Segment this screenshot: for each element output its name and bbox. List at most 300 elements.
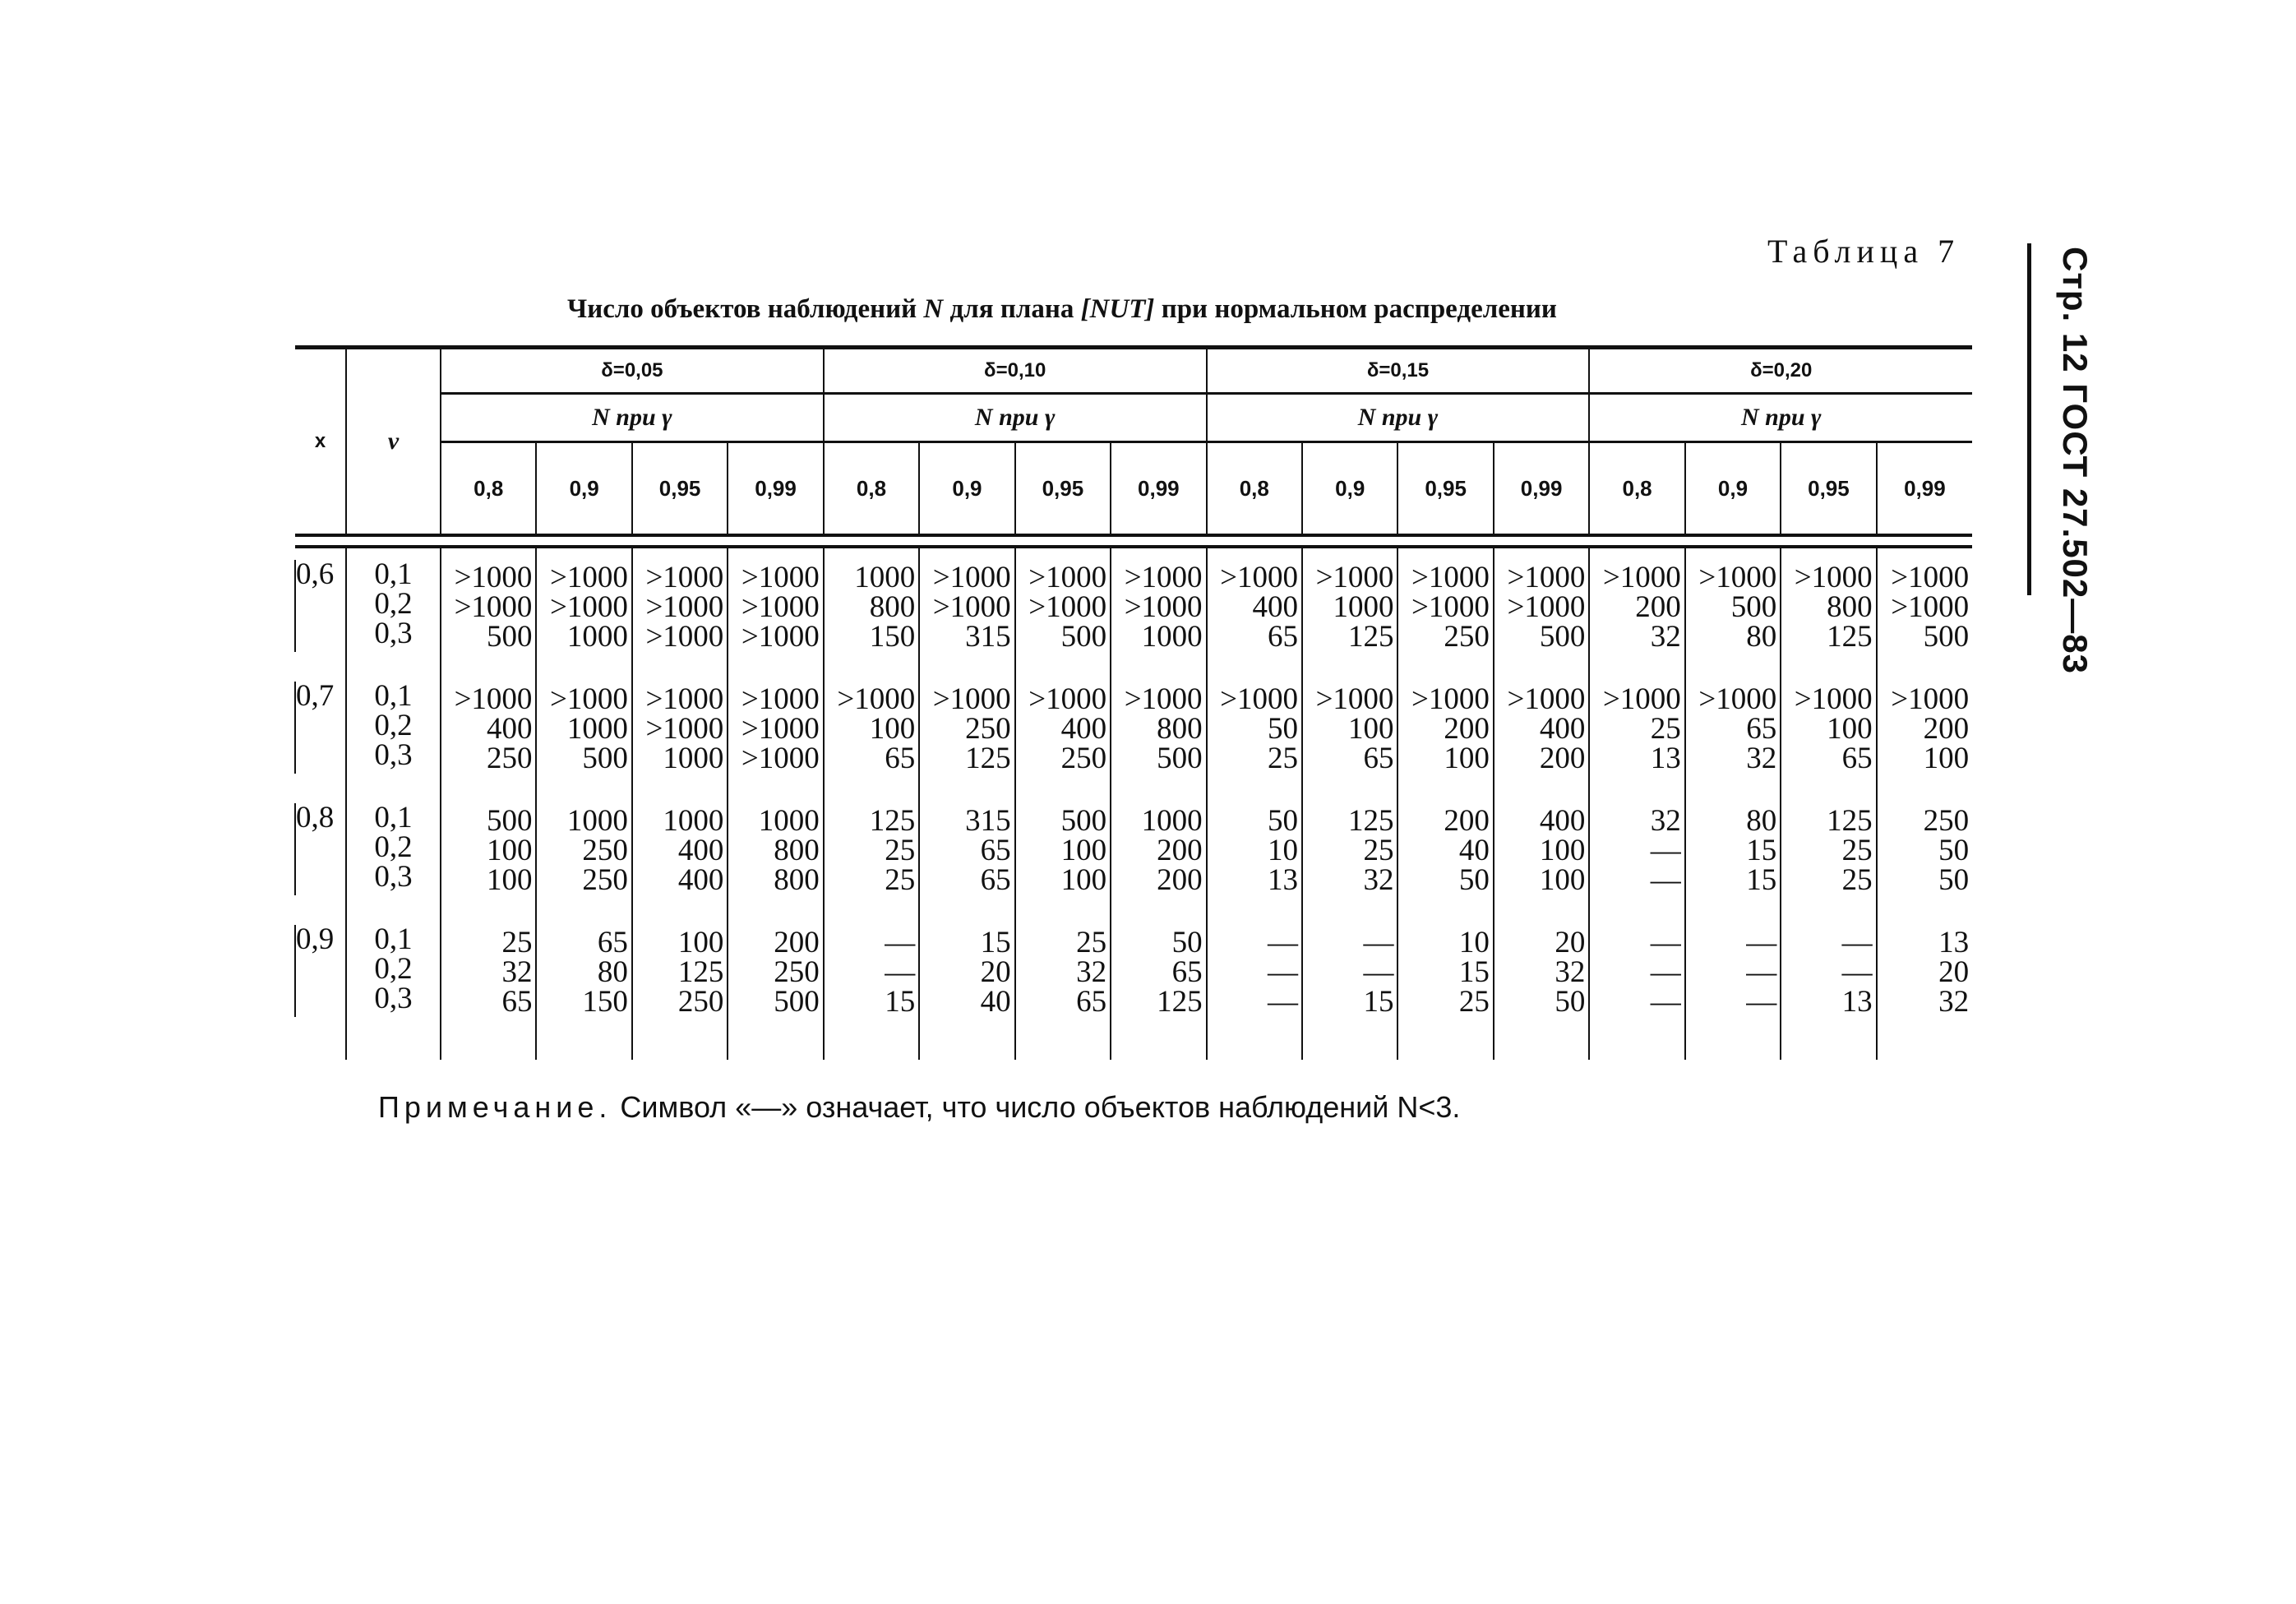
cell-value: —	[1650, 926, 1681, 959]
cell-value: 25	[1650, 712, 1681, 746]
cell-values	[1111, 682, 1206, 774]
cell-value: 125	[1157, 985, 1203, 1019]
cell-value: 125	[1347, 804, 1394, 838]
cell-value: >1000	[645, 561, 724, 594]
cell-value: 250	[965, 712, 1011, 746]
cell-values	[919, 560, 1014, 652]
cell-value: 500	[1157, 742, 1203, 775]
cell-value: 400	[486, 712, 533, 746]
cell-value: >1000	[454, 682, 533, 716]
cell-value: 65	[1746, 712, 1777, 746]
table-row	[295, 682, 1972, 774]
cell-value: 25	[885, 863, 916, 897]
cell-value: 15	[1746, 863, 1777, 897]
cell-value: 100	[1444, 742, 1490, 775]
header-gamma: 0,99	[1494, 442, 1589, 536]
running-header: Стр. 12 ГОСТ 27.502—83	[2056, 247, 2095, 674]
cell-value: 800	[869, 590, 916, 624]
header-gamma: 0,8	[1207, 442, 1302, 536]
header-delta: δ=0,15	[1207, 348, 1590, 394]
cell-value: —	[1650, 955, 1681, 989]
cell-value: —	[1268, 926, 1298, 959]
cell-value: >1000	[645, 682, 724, 716]
cell-values	[728, 560, 823, 652]
cell-value: >1000	[454, 561, 533, 594]
cell-value: —	[1650, 834, 1681, 867]
header-gamma: 0,99	[728, 442, 823, 536]
cell-value: 65	[885, 742, 916, 775]
cell-values	[1015, 682, 1111, 774]
cell-values	[1397, 803, 1493, 895]
cell-value: 1000	[663, 742, 724, 775]
cell-values	[1589, 682, 1684, 774]
cell-value: 1000	[663, 804, 724, 838]
cell-value: 400	[677, 834, 724, 867]
cell-value: 200	[1444, 712, 1490, 746]
cell-values	[1302, 560, 1397, 652]
cell-value: >1000	[1028, 561, 1107, 594]
cell-value: 800	[1827, 590, 1873, 624]
cell-values	[1111, 560, 1206, 652]
cell-value: 10	[1458, 926, 1490, 959]
cell-value: —	[1268, 985, 1298, 1019]
cell-values	[1781, 803, 1876, 895]
cell-value: —	[1746, 985, 1777, 1019]
cell-v-value: 0,3	[374, 860, 413, 894]
cell-value: 32	[501, 955, 533, 989]
cell-value: >1000	[645, 712, 724, 746]
cell-value: 25	[1076, 926, 1107, 959]
cell-values	[824, 560, 919, 652]
cell-value: >1000	[1507, 682, 1586, 716]
cell-value: >1000	[1794, 682, 1873, 716]
header-gamma: 0,8	[441, 442, 536, 536]
header-row-gamma	[295, 442, 1972, 536]
cell-value: 50	[1938, 863, 1970, 897]
cell-value: 65	[1268, 620, 1298, 654]
cell-value: 500	[1923, 620, 1970, 654]
cell-value: 400	[1060, 712, 1107, 746]
cell-value: 65	[1363, 742, 1394, 775]
cell-value: >1000	[1891, 590, 1970, 624]
cell-v-value: 0,1	[374, 922, 413, 956]
cell-value: 32	[1076, 955, 1107, 989]
cell-values	[919, 925, 1014, 1017]
cell-value: 80	[597, 955, 628, 989]
cell-value: >1000	[1315, 561, 1394, 594]
cell-x: 0,7	[295, 682, 346, 774]
caption-part: для плана	[943, 294, 1081, 324]
cell-values	[1207, 803, 1302, 895]
header-row-delta	[295, 348, 1972, 394]
cell-value: 1000	[1141, 804, 1203, 838]
cell-value: 800	[774, 834, 820, 867]
cell-value: >1000	[454, 590, 533, 624]
cell-value: 125	[965, 742, 1011, 775]
table-group	[295, 557, 1972, 654]
cell-values	[441, 560, 536, 652]
cell-x: 0,8	[295, 803, 346, 895]
cell-values	[632, 925, 728, 1017]
group-gap	[295, 895, 1972, 925]
cell-value: 1000	[566, 620, 628, 654]
cell-value: 100	[1060, 834, 1107, 867]
header-gamma: 0,95	[1781, 442, 1876, 536]
cell-values	[1589, 803, 1684, 895]
cell-v-value: 0,2	[374, 587, 413, 621]
header-n-at-gamma: N при γ	[824, 394, 1207, 442]
cell-value: 400	[1539, 712, 1586, 746]
cell-value: 20	[980, 955, 1011, 989]
cell-value: >1000	[741, 682, 820, 716]
cell-value: 100	[1539, 863, 1586, 897]
cell-value: 50	[1171, 926, 1203, 959]
cell-value: 315	[965, 804, 1011, 838]
cell-values	[1685, 560, 1781, 652]
cell-values	[441, 803, 536, 895]
cell-value: >1000	[932, 682, 1011, 716]
cell-value: >1000	[932, 590, 1011, 624]
cell-values	[1877, 682, 1972, 774]
header-n-at-gamma: N при γ	[441, 394, 824, 442]
cell-value: 25	[1841, 834, 1873, 867]
group-gap	[295, 774, 1972, 803]
cell-value: 100	[1060, 863, 1107, 897]
cell-value: 100	[1347, 712, 1394, 746]
cell-value: 32	[1363, 863, 1394, 897]
cell-value: —	[1363, 955, 1394, 989]
cell-value: 25	[1268, 742, 1298, 775]
cell-value: 250	[582, 834, 628, 867]
cell-values	[1781, 925, 1876, 1017]
header-gamma: 0,95	[1015, 442, 1111, 536]
cell-value: 250	[1923, 804, 1970, 838]
cell-value: 32	[1938, 985, 1970, 1019]
cell-values	[1397, 682, 1493, 774]
header-row-np	[295, 394, 1972, 442]
cell-value: 400	[1539, 804, 1586, 838]
cell-value: >1000	[1411, 561, 1490, 594]
cell-value: 400	[1252, 590, 1298, 624]
caption-symbol: N	[923, 294, 944, 324]
cell-value: 100	[486, 863, 533, 897]
cell-value: >1000	[1507, 590, 1586, 624]
cell-values	[1781, 560, 1876, 652]
cell-values	[1111, 925, 1206, 1017]
caption-plan: [NUT]	[1080, 294, 1155, 324]
cell-value: 250	[1060, 742, 1107, 775]
cell-values	[1877, 925, 1972, 1017]
cell-value: 150	[582, 985, 628, 1019]
cell-value: >1000	[550, 682, 628, 716]
cell-value: 1000	[566, 712, 628, 746]
cell-value: 32	[1746, 742, 1777, 775]
cell-values	[1207, 682, 1302, 774]
table-group	[295, 803, 1972, 895]
header-delta: δ=0,20	[1589, 348, 1972, 394]
cell-value: >1000	[1220, 682, 1298, 716]
table-row	[295, 803, 1972, 895]
cell-values	[1302, 803, 1397, 895]
header-gamma: 0,95	[1397, 442, 1493, 536]
cell-value: 10	[1268, 834, 1298, 867]
cell-v	[346, 922, 441, 1017]
cell-value: >1000	[1698, 682, 1777, 716]
cell-values	[1877, 560, 1972, 652]
cell-value: >1000	[1891, 682, 1970, 716]
cell-value: 1000	[566, 804, 628, 838]
cell-value: 100	[1539, 834, 1586, 867]
table-caption	[567, 294, 1718, 325]
cell-value: —	[1841, 926, 1873, 959]
cell-value: 32	[1650, 804, 1681, 838]
cell-value: 1000	[1141, 620, 1203, 654]
cell-value: —	[1746, 955, 1777, 989]
cell-value: 250	[774, 955, 820, 989]
cell-value: >1000	[741, 712, 820, 746]
cell-value: 15	[1458, 955, 1490, 989]
note-text: Символ «—» означает, что число объектов наблюдений N<3.	[612, 1090, 1461, 1124]
cell-value: 65	[1171, 955, 1203, 989]
cell-value: —	[1746, 926, 1777, 959]
cell-x: 0,9	[295, 925, 346, 1017]
cell-values	[1015, 803, 1111, 895]
cell-value: —	[1650, 863, 1681, 897]
cell-value: —	[885, 955, 916, 989]
cell-value: 65	[597, 926, 628, 959]
header-gamma: 0,8	[824, 442, 919, 536]
cell-value: 125	[677, 955, 724, 989]
table-note	[378, 1090, 1460, 1125]
cell-value: 250	[1444, 620, 1490, 654]
cell-values	[824, 803, 919, 895]
cell-value: 250	[486, 742, 533, 775]
header-gamma: 0,9	[1302, 442, 1397, 536]
table-tail	[295, 1017, 1972, 1060]
cell-values	[824, 925, 919, 1017]
cell-value: 20	[1555, 926, 1586, 959]
table-group	[295, 922, 1972, 1019]
cell-values	[536, 925, 631, 1017]
cell-x: 0,6	[295, 560, 346, 652]
header-delta: δ=0,10	[824, 348, 1207, 394]
cell-value: >1000	[1124, 561, 1203, 594]
cell-v-value: 0,3	[374, 738, 413, 772]
cell-values	[1685, 925, 1781, 1017]
side-rule	[2027, 243, 2031, 595]
cell-values	[1015, 925, 1111, 1017]
cell-values	[1111, 803, 1206, 895]
cell-value: 15	[885, 985, 916, 1019]
cell-value: >1000	[645, 590, 724, 624]
cell-value: >1000	[741, 561, 820, 594]
cell-value: 500	[1060, 620, 1107, 654]
cell-values	[1494, 682, 1589, 774]
cell-value: >1000	[645, 620, 724, 654]
table-group	[295, 679, 1972, 775]
cell-values	[1877, 803, 1972, 895]
cell-values	[536, 803, 631, 895]
cell-v	[346, 803, 441, 895]
cell-value: 150	[869, 620, 916, 654]
cell-v-value: 0,1	[374, 557, 413, 591]
cell-value: 500	[1060, 804, 1107, 838]
cell-v-value: 0,2	[374, 709, 413, 742]
cell-value: 65	[501, 985, 533, 1019]
cell-value: 1000	[758, 804, 820, 838]
header-n-at-gamma: N при γ	[1589, 394, 1972, 442]
cell-value: 125	[1347, 620, 1394, 654]
cell-value: >1000	[1891, 561, 1970, 594]
cell-value: >1000	[1411, 682, 1490, 716]
cell-value: 80	[1746, 620, 1777, 654]
cell-value: 15	[1363, 985, 1394, 1019]
header-x: x	[295, 348, 346, 536]
cell-value: —	[1650, 985, 1681, 1019]
cell-value: 100	[1827, 712, 1873, 746]
cell-value: 25	[1458, 985, 1490, 1019]
cell-value: 32	[1650, 620, 1681, 654]
cell-values	[1589, 560, 1684, 652]
group-gap	[295, 652, 1972, 682]
cell-value: 250	[677, 985, 724, 1019]
cell-v-value: 0,2	[374, 830, 413, 864]
cell-value: 200	[774, 926, 820, 959]
cell-value: >1000	[741, 620, 820, 654]
cell-values	[441, 682, 536, 774]
cell-value: 13	[1841, 985, 1873, 1019]
cell-value: 200	[1923, 712, 1970, 746]
cell-value: >1000	[741, 742, 820, 775]
header-delta: δ=0,05	[441, 348, 824, 394]
cell-values	[536, 682, 631, 774]
cell-v-value: 0,3	[374, 617, 413, 650]
cell-values	[632, 803, 728, 895]
cell-value: 65	[980, 834, 1011, 867]
data-table	[294, 345, 1972, 1060]
cell-value: 125	[869, 804, 916, 838]
header-gamma: 0,99	[1877, 442, 1972, 536]
cell-values	[536, 560, 631, 652]
caption-part: Число объектов наблюдений	[567, 294, 924, 324]
cell-values	[824, 682, 919, 774]
cell-values	[1494, 925, 1589, 1017]
cell-value: >1000	[1602, 682, 1681, 716]
cell-value: >1000	[1315, 682, 1394, 716]
header-rule	[295, 535, 1972, 547]
cell-value: 100	[1923, 742, 1970, 775]
caption-part: при нормальном распределении	[1154, 294, 1557, 324]
cell-value: —	[1841, 955, 1873, 989]
cell-value: >1000	[1602, 561, 1681, 594]
cell-value: 800	[774, 863, 820, 897]
cell-values	[1302, 682, 1397, 774]
cell-value: 32	[1555, 955, 1586, 989]
cell-value: >1000	[1028, 590, 1107, 624]
cell-value: 20	[1938, 955, 1970, 989]
cell-values	[1207, 560, 1302, 652]
note-label: Примечание.	[378, 1090, 612, 1124]
cell-value: 50	[1555, 985, 1586, 1019]
cell-value: —	[885, 926, 916, 959]
cell-value: 25	[885, 834, 916, 867]
cell-values	[1781, 682, 1876, 774]
cell-value: 50	[1938, 834, 1970, 867]
cell-values	[1685, 803, 1781, 895]
table-row	[295, 560, 1972, 652]
cell-value: 1000	[854, 561, 916, 594]
cell-values	[1494, 803, 1589, 895]
cell-value: >1000	[1507, 561, 1586, 594]
cell-value: >1000	[1124, 682, 1203, 716]
cell-value: >1000	[1124, 590, 1203, 624]
header-gamma: 0,9	[1685, 442, 1781, 536]
cell-value: 13	[1650, 742, 1681, 775]
header-n-at-gamma: N при γ	[1207, 394, 1590, 442]
cell-value: 40	[980, 985, 1011, 1019]
cell-value: >1000	[1698, 561, 1777, 594]
cell-values	[728, 682, 823, 774]
cell-value: 25	[1363, 834, 1394, 867]
cell-values	[1589, 925, 1684, 1017]
cell-value: 200	[1444, 804, 1490, 838]
cell-value: 25	[501, 926, 533, 959]
cell-value: >1000	[1028, 682, 1107, 716]
cell-value: 80	[1746, 804, 1777, 838]
cell-value: 500	[486, 804, 533, 838]
cell-values	[728, 925, 823, 1017]
cell-value: 315	[965, 620, 1011, 654]
cell-values	[441, 925, 536, 1017]
cell-values	[1302, 925, 1397, 1017]
cell-value: 15	[1746, 834, 1777, 867]
cell-value: 65	[980, 863, 1011, 897]
cell-value: 65	[1841, 742, 1873, 775]
header-gamma: 0,99	[1111, 442, 1206, 536]
cell-value: >1000	[1220, 561, 1298, 594]
cell-value: 15	[980, 926, 1011, 959]
cell-value: >1000	[837, 682, 916, 716]
cell-v	[346, 557, 441, 652]
cell-value: >1000	[550, 561, 628, 594]
cell-value: —	[1268, 955, 1298, 989]
cell-values	[1397, 925, 1493, 1017]
cell-values	[632, 682, 728, 774]
cell-value: 500	[1539, 620, 1586, 654]
cell-value: 1000	[1333, 590, 1394, 624]
header-gamma: 0,8	[1589, 442, 1684, 536]
header-gamma: 0,95	[632, 442, 728, 536]
cell-value: >1000	[932, 561, 1011, 594]
cell-values	[919, 682, 1014, 774]
cell-values	[919, 803, 1014, 895]
cell-value: 200	[1635, 590, 1681, 624]
cell-value: 800	[1157, 712, 1203, 746]
cell-values	[1494, 560, 1589, 652]
cell-value: 100	[486, 834, 533, 867]
cell-value: 125	[1827, 804, 1873, 838]
cell-value: 500	[486, 620, 533, 654]
cell-value: —	[1363, 926, 1394, 959]
header-gamma: 0,9	[536, 442, 631, 536]
cell-value: 40	[1458, 834, 1490, 867]
cell-value: 13	[1268, 863, 1298, 897]
cell-values	[632, 560, 728, 652]
cell-value: >1000	[741, 590, 820, 624]
group-gap	[295, 547, 1972, 560]
cell-value: 25	[1841, 863, 1873, 897]
cell-value: 200	[1157, 863, 1203, 897]
